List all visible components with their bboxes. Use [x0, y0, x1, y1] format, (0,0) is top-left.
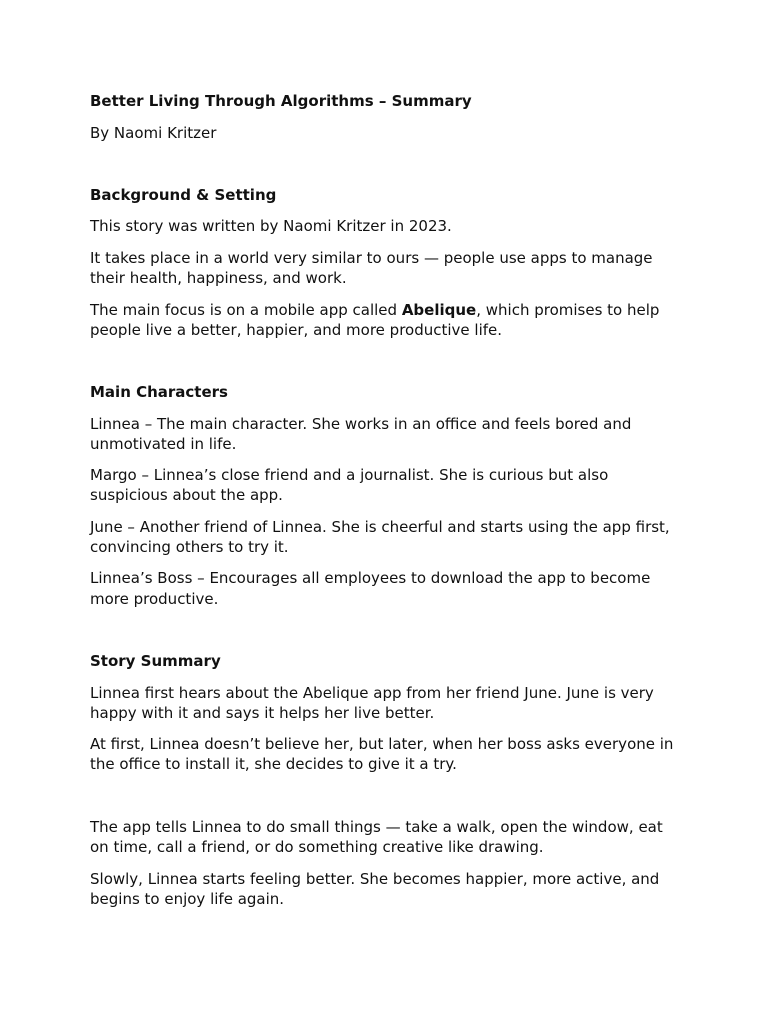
- paragraph-line: It takes place in a world very similar to ours — people use apps to manage: [90, 249, 653, 267]
- paragraph-line: the office to install it, she decides to give it a try.: [90, 755, 457, 773]
- section-heading-background: Background & Setting: [90, 186, 277, 204]
- paragraph-line: begins to enjoy life again.: [90, 890, 285, 908]
- paragraph-line: people live a better, happier, and more productive life.: [90, 321, 503, 339]
- paragraph-line: [90, 300, 659, 320]
- paragraph-line: on time, call a friend, or do something creative like drawing.: [90, 838, 544, 856]
- paragraph-line: unmotivated in life.: [90, 435, 237, 453]
- paragraph-line: Linnea first hears about the Abelique app from her friend June. June is very: [90, 684, 654, 702]
- document-page: [90, 0, 690, 1024]
- paragraph-line: Slowly, Linnea starts feeling better. She becomes happier, more active, and: [90, 870, 660, 888]
- paragraph-line: convincing others to try it.: [90, 538, 289, 556]
- paragraph-line: their health, happiness, and work.: [90, 269, 347, 287]
- author-line: By Naomi Kritzer: [90, 124, 217, 142]
- paragraph-line: Margo – Linnea’s close friend and a journalist. She is curious but also: [90, 466, 609, 484]
- text-run: The main focus is on a mobile app called: [90, 301, 402, 319]
- text-run: , which promises to help: [476, 301, 660, 319]
- document-title: Better Living Through Algorithms – Summary: [90, 92, 472, 110]
- section-heading-summary: Story Summary: [90, 652, 221, 670]
- paragraph-line: more productive.: [90, 590, 219, 608]
- paragraph-line: The app tells Linnea to do small things — take a walk, open the window, eat: [90, 818, 663, 836]
- paragraph-line: This story was written by Naomi Kritzer in 2023.: [90, 217, 452, 235]
- paragraph-line: Linnea – The main character. She works in an office and feels bored and: [90, 415, 632, 433]
- paragraph-line: Linnea’s Boss – Encourages all employees to download the app to become: [90, 569, 651, 587]
- app-name: Abelique: [401, 301, 477, 319]
- paragraph-line: At first, Linnea doesn’t believe her, but later, when her boss asks everyone in: [90, 735, 674, 753]
- paragraph-line: suspicious about the app.: [90, 486, 283, 504]
- section-heading-characters: Main Characters: [90, 383, 228, 401]
- paragraph-line: June – Another friend of Linnea. She is cheerful and starts using the app first,: [90, 518, 670, 536]
- paragraph-line: happy with it and says it helps her live better.: [90, 704, 435, 722]
